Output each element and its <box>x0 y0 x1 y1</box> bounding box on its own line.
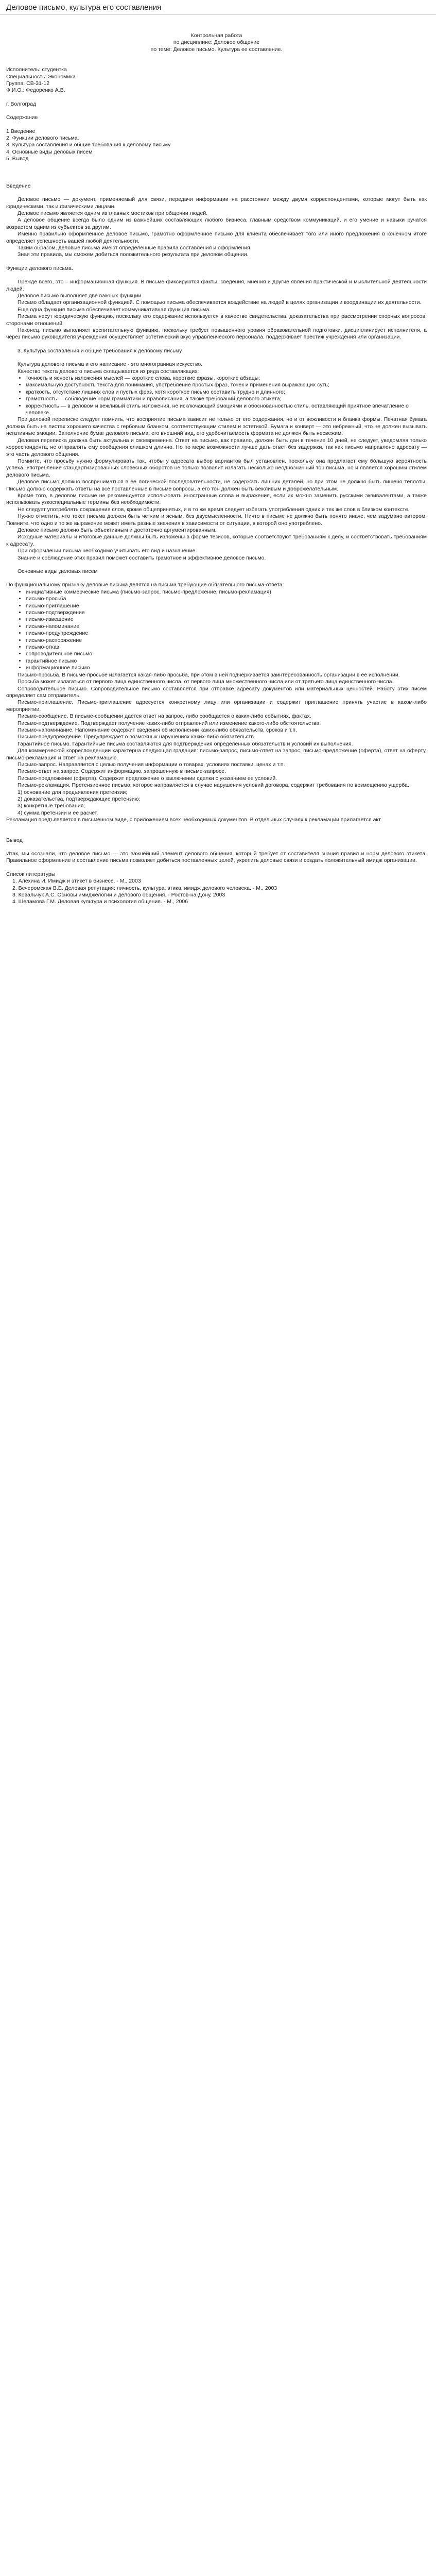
student-block <box>6 66 427 94</box>
toc-item: 2. Функции делового письма. <box>6 135 79 142</box>
types-paragraph: Письмо-просьба. В письме-просьбе излагается какая-либо просьба, при этом в ней подчеркивается заинтересованность организации в ее исполнении. <box>18 671 400 678</box>
intro-title: Введение <box>6 182 31 189</box>
culture-list-item: • точность и ясность изложения мыслей — короткие слова, короткие фразы, короткие абзацы; <box>26 375 427 382</box>
functions-paragraph: Деловое письмо выполняет две важных функции. <box>18 292 143 299</box>
culture-paragraph: Нужно отметить, что текст письма должен быть четким и ясным, без двусмысленности. Ничто в письме не должно быть понято иначе, чем задумано автором. Помните, что одно и то же выражение может иметь разные значения в зависимости от ситуации, в которой оно употреблено. <box>6 513 427 527</box>
culture-intro <box>6 361 427 375</box>
claim-item: 1) основание для предъявления претензии; <box>18 789 128 795</box>
types-list-item: • сопроводительное письмо <box>26 651 427 657</box>
title-line: Контрольная работа <box>190 32 242 39</box>
types-list-item: • письмо-напоминание <box>26 623 427 630</box>
reference-item: 3. Ковальчук А.С. Основы имиджелогии и делового общения. - Ростов-на-Дону, 2003 <box>12 892 225 899</box>
title-block <box>6 32 427 53</box>
types-list-item: • письмо-распоряжение <box>26 637 427 644</box>
culture-paragraph: Кроме того, в деловом письме не рекомендуется использовать иностранные слова и выражения, если их можно заменить русскими эквивалентами, а также использовать узкоспециальные термины без необходимости. <box>6 492 427 506</box>
types-paragraph: Письмо-ответ на запрос. Содержит информацию, запрошенную в письме-запросе. <box>18 768 226 775</box>
culture-intro-line: Качество текста делового письма складывается из ряда составляющих: <box>18 368 199 375</box>
reference-item: 4. Шеламова Г.М. Деловая культура и психология общения. - М., 2006 <box>12 899 188 905</box>
functions-paragraph: Письмо обладает организационной функцией. С помощью письма обеспечивается воздействие на людей в целях организации и координации их деятельности. <box>18 299 422 306</box>
culture-paragraph: Деловая переписка должна быть актуальна и своевременна. Ответ на письмо, как правило, должен быть дан в течение 10 дней, не следует, уведомляя только корреспондента, не отправлять ему сообщения слишком длинно. Но по мере возможности лучше дать ответ без задержки, так как письмо направлено адресату — это часть делового общения. <box>6 437 427 457</box>
culture-section <box>6 416 427 562</box>
types-paragraph: Письмо-напоминание. Напоминание содержит сведения об исполнении каких-либо обязательств, сроков и т.п. <box>18 726 297 733</box>
functions-paragraph: Еще одна функция письма обеспечивает коммуникативная функция письма. <box>18 306 211 313</box>
references-title: Список литературы <box>6 871 56 877</box>
culture-paragraph: Исходные материалы и итоговые данные должны быть изложены в форме тезисов, которые соответствуют требованиям к делу, и соответствовать требованиям к адресату. <box>6 534 427 547</box>
types-paragraph: Письмо-приглашение. Письмо-приглашение адресуется конкретному лицу или организации и содержит приглашение принять участие в каком-либо мероприятии. <box>6 699 427 713</box>
types-title: Основные виды деловых писем <box>18 568 98 574</box>
types-paragraph: Письмо-предложение (оферта). Содержит предложение о заключении сделки с указанием ее условий. <box>18 775 277 782</box>
intro-paragraph: Таким образом, деловые письма имеют определенные правила составления и оформления. <box>18 244 252 251</box>
types-list-item: • письмо-подтверждение <box>26 609 427 616</box>
toc-item: 3. Культура составления и общие требования к деловому письму <box>6 142 171 148</box>
intro-section <box>6 196 427 259</box>
culture-list-item: • краткость, отсутствие лишних слов и пустых фраз, хотя короткое письмо составить трудно и длинного; <box>26 389 427 396</box>
student-line: Группа: СВ-31-12 <box>6 80 50 87</box>
culture-paragraph: Знание и соблюдение этих правил поможет составить грамотное и эффективное деловое письмо. <box>18 554 266 561</box>
claim-list <box>6 789 427 817</box>
types-list-item: • инициативные коммерческие письма (письмо-запрос, письмо-предложение, письмо-рекламация) <box>26 589 427 596</box>
culture-list-item: • максимальную доступность текста для понимания, употребление простых фраз, точек и применения выражающих суть; <box>26 382 427 388</box>
types-list-item: • письмо-предупреждение <box>26 630 427 637</box>
conclusion-text: Итак, мы осознали, что деловое письмо — это важнейший элемент делового общения, который требует от составителя знания правил и норм делового этикета. Правильное оформление и составление письма позволяет добиться поставленных целей, укрепить деловые связи и создать положительный имидж организации. <box>6 851 427 864</box>
student-line: Специальность: Экономика <box>6 73 76 80</box>
toc-item: 1.Введение <box>6 128 36 134</box>
claim-item: 2) доказательства, подтверждающие претензию; <box>18 796 141 802</box>
functions-paragraph: Письма несут юридическую функцию, поскольку его содержание используется в качестве свидетельства, доказательства при рассмотрении спорных вопросов, сторонами отношений. <box>6 313 427 327</box>
culture-list-item: • грамотность — соблюдение норм грамматики и правописания, а также требований делового этикета; <box>26 396 427 402</box>
types-paragraph: Письмо-предупреждение. Предупреждает о возможных нарушениях каких-либо обязательств. <box>18 734 255 740</box>
city-year: г. Волгоград <box>6 100 37 107</box>
page <box>0 0 436 921</box>
types-paragraph: Для коммерческой корреспонденции характерна следующая градация: письмо-запрос, письмо-ответ на запрос, письмо-предложение (оферта), ответ на оферту, письмо-рекламация и ответ на рекламацию. <box>6 748 427 761</box>
culture-paragraph: Деловое письмо должно быть объективным и достаточно аргументированным. <box>18 527 217 533</box>
types-claim-end: Рекламация предъявляется в письменном виде, с приложением всех необходимых документов. В отдельных случаях к рекламации прилагается акт. <box>6 817 382 823</box>
culture-paragraph: При деловой переписке следует помнить, что восприятие письма зависит не только от его содержания, но и от вежливости и бланка формы. Печатная бумага должна быть на листах хорошего качества с гербовым бланком, соответствующим стилем и эстетикой. Бумага и конверт — это небрежный, что не должен вызывать негативные эмоции. Заполнение бумаг делового письма, его внешний вид, его удобочитаемость формата не должен быть несвежим. <box>6 416 427 437</box>
claim-item: 4) сумма претензии и ее расчет. <box>18 809 98 816</box>
intro-paragraph: Деловое письмо является одним из главных мостиков при общении людей. <box>18 210 208 216</box>
student-line: Ф.И.О.: Федоренко А.В. <box>6 87 65 94</box>
types-paragraph: Письмо-рекламация. Претензионное письмо, которое направляется в случае нарушения условий договора, содержит требования по возмещению ущерба. <box>18 782 409 789</box>
types-list-item: • письмо-извещение <box>26 616 427 623</box>
types-paragraph: Письмо-подтверждение. Подтверждает получение каких-либо отправлений или изменение какого-либо обстоятельства. <box>18 720 321 726</box>
intro-paragraph: Именно правильно оформленное деловое письмо, грамотно оформленное письмо для клиента обеспечивает того или иного предложения в конечном итоге определяет успешность вашей любой деятельности. <box>6 231 427 244</box>
types-paragraph: Письмо-запрос. Направляется с целью получения информации о товарах, условиях поставки, ценах и т.п. <box>18 761 285 768</box>
title-line: по теме: Деловое письмо. Культура ее составление. <box>150 46 283 53</box>
toc-item: 5. Вывод <box>6 156 29 162</box>
types-section <box>6 672 427 789</box>
claim-item: 3) конкретные требования; <box>18 803 85 809</box>
culture-list <box>6 375 427 416</box>
types-list-item: • письмо-отказ <box>26 644 427 651</box>
types-list <box>6 589 427 672</box>
types-list-item: • информационное письмо <box>26 665 427 671</box>
culture-paragraph: Не следует употреблять сокращения слов, кроме общепринятых, и в то же время следует избегать употребления одних и тех же слов в близком контексте. <box>18 506 410 513</box>
page-title: Деловое письмо, культура его составления <box>6 3 162 12</box>
conclusion-title: Вывод <box>6 837 23 843</box>
culture-intro-line: Культура делового письма и его написание - это многогранная искусство. <box>18 361 203 368</box>
types-paragraph: Просьба может излагаться от первого лица единственного числа, от первого лица множественного числа или от третьего лица единственного числа. <box>18 679 394 685</box>
functions-paragraph: Наконец, письмо выполняет воспитательную функцию, поскольку требует повышенного уровня образовательной подготовки, дисциплинирует исполнителя, а через письмо руководителя учреждения осуществляет эстетический вкус управленческого персонала, поддерживает престиж учреждения или организации. <box>6 327 427 341</box>
toc-item: 4. Основные виды деловых писем <box>6 148 93 155</box>
functions-title: Функции делового письма. <box>6 265 73 272</box>
culture-title: 3. Культура составления и общие требования к деловому письму <box>18 347 182 354</box>
functions-paragraph: Прежде всего, это – информационная функция. В письме фиксируются факты, сведения, мнения и другие явления практической и мыслительной деятельности людей. <box>6 279 427 292</box>
types-list-item: • гарантийное письмо <box>26 658 427 665</box>
functions-section <box>6 279 427 341</box>
header-bar <box>0 0 436 15</box>
culture-paragraph: Помните, что просьбу нужно формулировать так, чтобы у адресата выбор вариантов был установлен, поскольку она предлагает ему бóльшую вероятность успеха. Употребление стандартизированных словесных оборотов не только позволит излагать несколько неоднозначный тон письма, но и является хорошим стилем делового письма. <box>6 457 427 478</box>
types-paragraph: Сопроводительное письмо. Сопроводительное письмо составляется при отправке адресату документов или материальных ценностей. Работу этих писем определяет сам отправитель. <box>6 685 427 699</box>
types-list-item: • письмо-просьба <box>26 596 427 602</box>
culture-paragraph: При оформлении письма необходимо учитывать его вид и назначение. <box>18 548 197 554</box>
toc-list <box>6 128 427 163</box>
references-list <box>6 878 427 906</box>
student-line: Исполнитель: студентка <box>6 66 67 73</box>
intro-paragraph: Зная эти правила, мы сможем добиться положительного результата при деловом общении. <box>18 251 249 258</box>
title-line: по дисциплине: Деловое общение <box>173 39 260 46</box>
types-paragraph: Письмо-сообщение. В письме-сообщении дается ответ на запрос, либо сообщается о каких-либо событиях, фактах. <box>18 713 311 720</box>
types-intro: По функциональному признаку деловые письма делятся на письма требующие обязательного письма-ответа: <box>6 582 284 588</box>
reference-item: 2. Вечеромская В.Е. Деловая репутация: личность, культура, этика, имидж делового человека. - М., 2003 <box>12 885 277 891</box>
intro-paragraph: Деловое письмо — документ, применяемый для связи, передачи информации на расстоянии между двумя корреспондентами, которые могут быть как юридическими, так и физическими лицами. <box>6 196 427 210</box>
types-paragraph: Гарантийное письмо. Гарантийные письма составляются для подтверждения определенных обязательств и условий их выполнения. <box>18 740 353 747</box>
types-list-item: • письмо-приглашение <box>26 603 427 609</box>
toc-title: Содержание <box>6 114 38 121</box>
document-body <box>6 15 427 906</box>
culture-list-item: • корректность — в деловом и вежливый стиль изложения, не исключающий эмоциями и обоснованностью стиль, оставляющий приятное впечатление о человеке. <box>26 403 427 417</box>
intro-paragraph: А деловое общение всегда было одним из важнейших составляющих любого бизнеса, главным средством коммуникаций, и его умение и навыки ручатся возрастом одним из субъектов за другим. <box>6 217 427 230</box>
reference-item: 1. Алехина И. Имидж и этикет в бизнесе. - М., 2003 <box>12 878 141 885</box>
culture-paragraph: Деловое письмо должно восприниматься в ее логической последовательности, не содержать лишних деталей, но при этом не должно быть лишено теплоты. Письмо должно содержать ответы на все поставленные в письме вопросы, а его тон должен быть вежливым и доброжелательным. <box>6 479 427 492</box>
